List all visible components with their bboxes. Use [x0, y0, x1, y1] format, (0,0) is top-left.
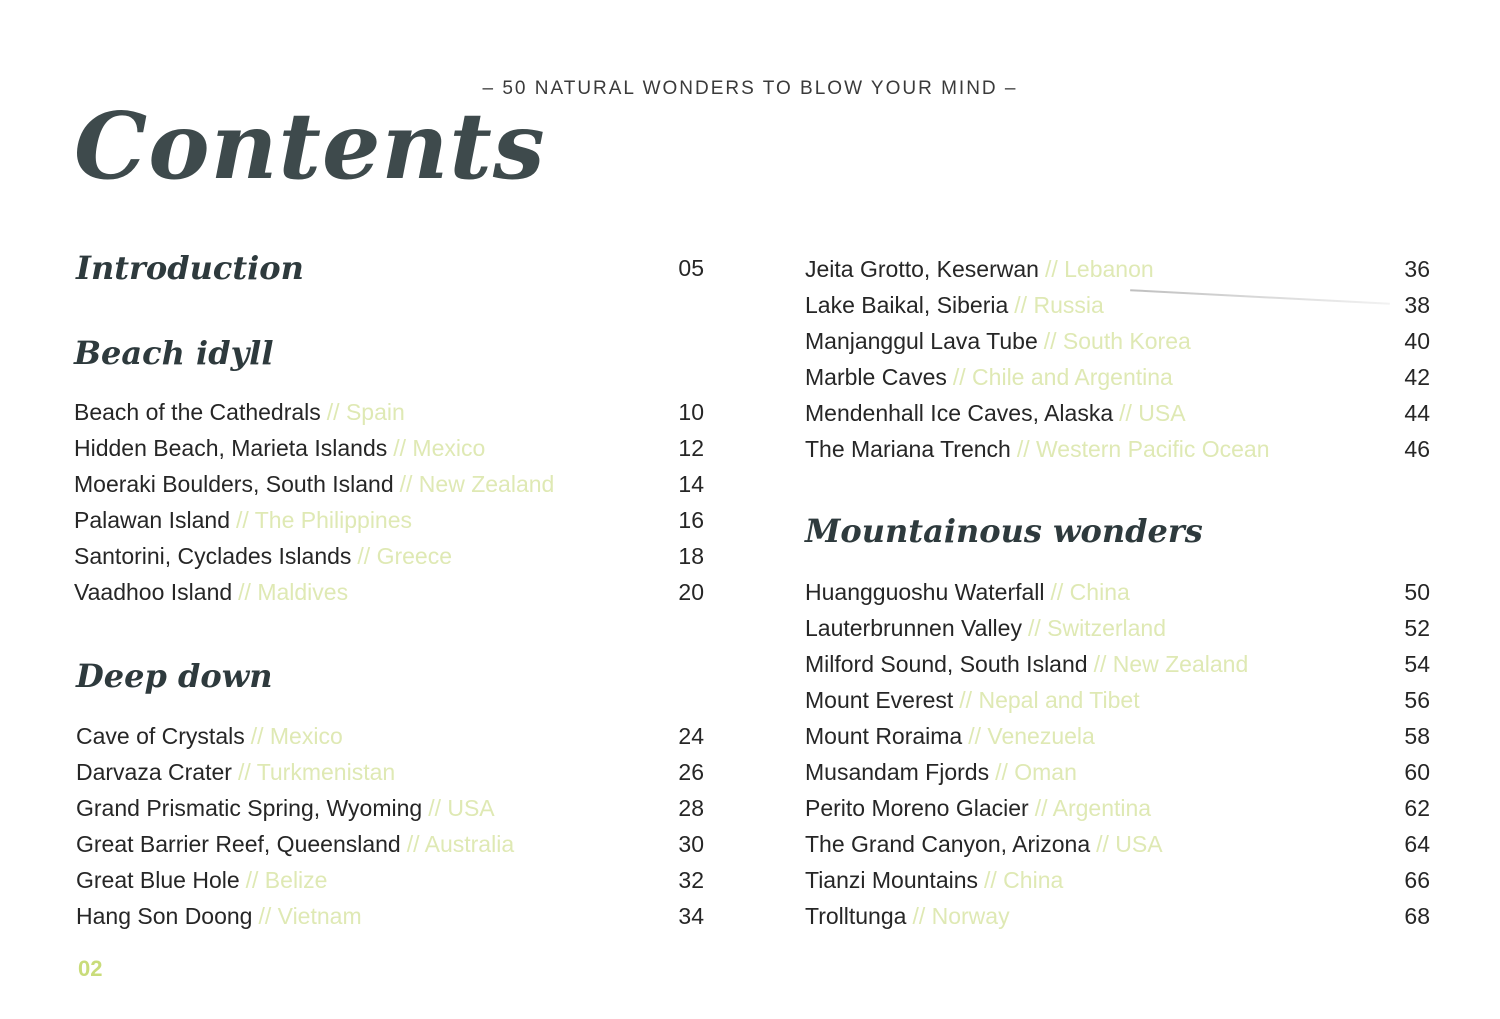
entry-name: Great Blue Hole — [76, 867, 240, 893]
entry-location: // Spain — [326, 399, 405, 425]
entry-name: Musandam Fjords — [805, 759, 990, 785]
toc-entry[interactable] — [74, 538, 452, 574]
entry-page-number: 12 — [678, 435, 704, 461]
entry-page-number: 68 — [1404, 903, 1430, 929]
entry-page-number: 30 — [678, 831, 704, 857]
entry-name: Palawan Island — [74, 507, 230, 533]
entry-name: Mount Everest — [805, 687, 954, 713]
entry-page-number: 52 — [1404, 615, 1430, 641]
running-head: – 50 NATURAL WONDERS TO BLOW YOUR MIND – — [482, 78, 1018, 99]
entry-name: Milford Sound, South Island — [805, 651, 1088, 677]
toc-entry[interactable] — [805, 754, 1077, 790]
toc-entry[interactable] — [74, 502, 412, 538]
toc-entry[interactable] — [74, 394, 405, 430]
entry-page-number: 28 — [678, 795, 704, 821]
toc-entry[interactable] — [74, 574, 348, 610]
toc-entry[interactable] — [805, 287, 1104, 323]
entry-page-number: 64 — [1404, 831, 1430, 857]
entry-page-number: 58 — [1404, 723, 1430, 749]
entry-page-number: 40 — [1404, 328, 1430, 354]
entry-page-number: 60 — [1404, 759, 1430, 785]
entry-name: The Mariana Trench — [805, 436, 1011, 462]
entry-page-number: 16 — [678, 507, 704, 533]
toc-entry[interactable] — [74, 430, 485, 466]
entry-page-number: 42 — [1404, 364, 1430, 390]
toc-entry[interactable] — [805, 323, 1191, 359]
toc-entry[interactable] — [805, 790, 1151, 826]
toc-entry[interactable] — [805, 395, 1186, 431]
entry-location: // Venezuela — [968, 723, 1095, 749]
entry-location: // Vietnam — [258, 903, 362, 929]
entry-page-number: 34 — [678, 903, 704, 929]
entry-location: // Mexico — [250, 723, 343, 749]
page-title: Contents — [74, 92, 546, 200]
entry-location: // Nepal and Tibet — [959, 687, 1140, 713]
entry-location: // Oman — [995, 759, 1077, 785]
entry-location: // USA — [1119, 400, 1186, 426]
entry-name: Great Barrier Reef, Queensland — [76, 831, 401, 857]
entry-location: // Turkmenistan — [237, 759, 396, 785]
entry-name: Tianzi Mountains — [805, 867, 979, 893]
entry-name: Vaadhoo Island — [74, 579, 233, 605]
toc-entry[interactable] — [805, 826, 1163, 862]
entry-location: // Maldives — [238, 579, 349, 605]
entry-page-number: 10 — [678, 399, 704, 425]
toc-entry[interactable] — [805, 574, 1130, 610]
entry-location: // Greece — [357, 543, 453, 569]
entry-name: Perito Moreno Glacier — [805, 795, 1029, 821]
entry-name: Beach of the Cathedrals — [74, 399, 321, 425]
toc-entry[interactable] — [76, 718, 343, 754]
entry-page-number: 24 — [678, 723, 704, 749]
folio-page-number: 02 — [78, 956, 103, 981]
entry-location: // Lebanon — [1044, 256, 1154, 282]
entry-name: Mount Roraima — [805, 723, 963, 749]
toc-entry[interactable] — [805, 251, 1154, 287]
entry-name: Marble Caves — [805, 364, 947, 390]
toc-entry[interactable] — [76, 754, 395, 790]
introduction-page-number: 05 — [678, 255, 704, 281]
entry-name: Manjanggul Lava Tube — [805, 328, 1038, 354]
toc-entry[interactable] — [805, 718, 1095, 754]
section-heading-beach-idyll: Beach idyll — [74, 334, 274, 372]
entry-name: Lauterbrunnen Valley — [805, 615, 1022, 641]
entry-location: // USA — [428, 795, 495, 821]
toc-entry[interactable] — [805, 610, 1166, 646]
entry-location: // Western Pacific Ocean — [1016, 436, 1270, 462]
entry-page-number: 44 — [1404, 400, 1430, 426]
entry-location: // Mexico — [393, 435, 486, 461]
entry-location: // Australia — [406, 831, 515, 857]
entry-name: Mendenhall Ice Caves, Alaska — [805, 400, 1114, 426]
toc-entry[interactable] — [76, 862, 327, 898]
entry-name: Huangguoshu Waterfall — [805, 579, 1045, 605]
entry-name: Trolltunga — [805, 903, 907, 929]
toc-entry[interactable] — [805, 862, 1063, 898]
entry-name: Jeita Grotto, Keserwan — [805, 256, 1039, 282]
entry-location: // China — [1050, 579, 1130, 605]
section-heading-mountainous-wonders: Mountainous wonders — [805, 512, 1203, 550]
section-heading-introduction: Introduction — [76, 249, 304, 287]
entry-name: Grand Prismatic Spring, Wyoming — [76, 795, 423, 821]
entry-page-number: 46 — [1404, 436, 1430, 462]
entry-name: Hidden Beach, Marieta Islands — [74, 435, 388, 461]
entry-location: // Russia — [1014, 292, 1104, 318]
entry-name: Santorini, Cyclades Islands — [74, 543, 352, 569]
entry-name: Lake Baikal, Siberia — [805, 292, 1009, 318]
entry-page-number: 50 — [1404, 579, 1430, 605]
entry-page-number: 32 — [678, 867, 704, 893]
entry-page-number: 36 — [1404, 256, 1430, 282]
toc-entry[interactable] — [76, 826, 514, 862]
entry-page-number: 38 — [1404, 292, 1430, 318]
toc-entry[interactable] — [805, 646, 1248, 682]
entry-name: Hang Son Doong — [76, 903, 253, 929]
entry-location: // New Zealand — [399, 471, 555, 497]
entry-location: // USA — [1096, 831, 1163, 857]
entry-page-number: 14 — [678, 471, 704, 497]
toc-entry[interactable] — [76, 898, 362, 934]
entry-location: // South Korea — [1043, 328, 1191, 354]
toc-entry[interactable] — [805, 682, 1140, 718]
entry-location: // New Zealand — [1093, 651, 1249, 677]
toc-entry[interactable] — [805, 898, 1010, 934]
toc-entry[interactable] — [805, 431, 1270, 467]
entry-name: The Grand Canyon, Arizona — [805, 831, 1091, 857]
toc-entry[interactable] — [76, 790, 495, 826]
entry-name: Cave of Crystals — [76, 723, 245, 749]
entry-page-number: 18 — [678, 543, 704, 569]
entry-page-number: 54 — [1404, 651, 1430, 677]
section-heading-deep-down: Deep down — [76, 657, 273, 695]
entry-location: // China — [984, 867, 1064, 893]
entry-location: // The Philippines — [236, 507, 413, 533]
entry-location: // Switzerland — [1027, 615, 1167, 641]
entry-page-number: 66 — [1404, 867, 1430, 893]
entry-location: // Argentina — [1034, 795, 1152, 821]
scan-smudge — [1130, 289, 1390, 305]
entry-location: // Chile and Argentina — [952, 364, 1173, 390]
toc-entry[interactable] — [805, 359, 1173, 395]
entry-page-number: 62 — [1404, 795, 1430, 821]
entry-name: Moeraki Boulders, South Island — [74, 471, 394, 497]
entry-page-number: 56 — [1404, 687, 1430, 713]
entry-location: // Norway — [912, 903, 1010, 929]
entry-page-number: 20 — [678, 579, 704, 605]
entry-location: // Belize — [245, 867, 328, 893]
entry-name: Darvaza Crater — [76, 759, 232, 785]
toc-entry[interactable] — [74, 466, 554, 502]
entry-page-number: 26 — [678, 759, 704, 785]
